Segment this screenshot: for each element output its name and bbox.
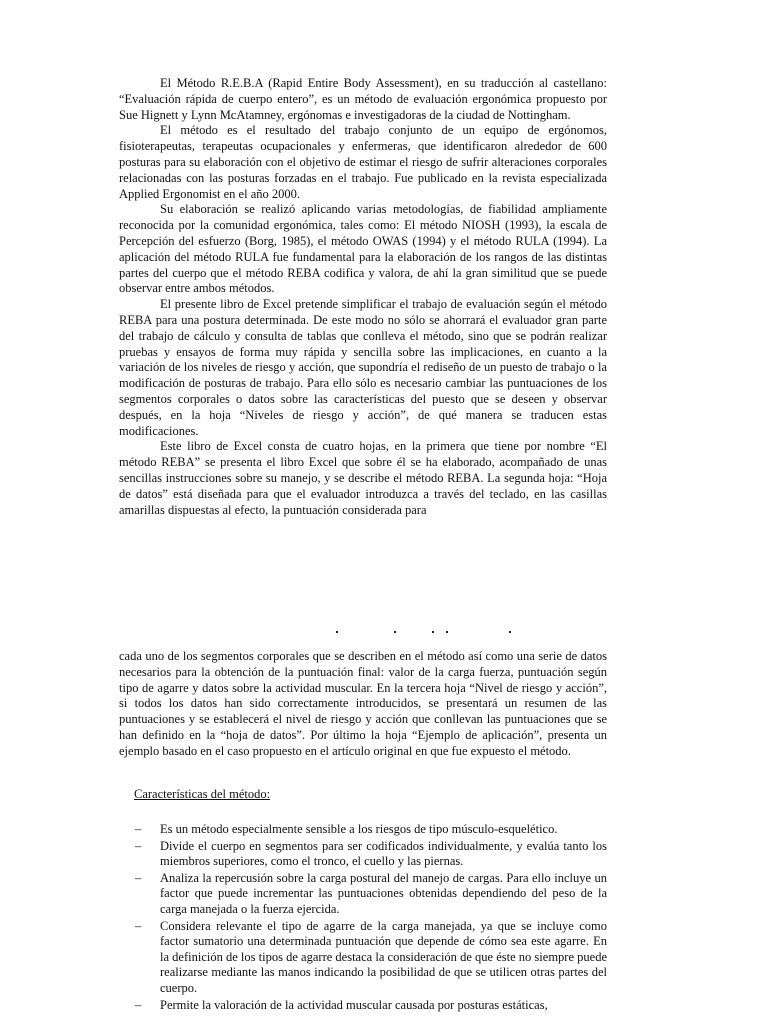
continuation-text-block — [119, 649, 607, 760]
paragraph-2: El método es el resultado del trabajo conjunto de un equipo de ergónomos, fisioterapeutas, terapeutas ocupacionales y enfermeras, que identificaron alrededor de 600 posturas para su elaboración con el objetivo de estimar el riesgo de sufrir alteraciones corporales relacionadas con las posturas forzadas en el trabajo. Fue publicado en la revista especializada Applied Ergonomist en el año 2000. — [119, 123, 607, 201]
dash-bullet-icon: – — [135, 918, 142, 933]
scan-artifact-dots — [0, 631, 768, 641]
dash-bullet-icon: – — [135, 997, 142, 1012]
dash-bullet-icon: – — [135, 822, 142, 836]
feature-item — [119, 998, 607, 1014]
feature-item — [119, 871, 607, 918]
dash-bullet-icon: – — [135, 838, 142, 853]
feature-item — [119, 839, 607, 870]
paragraph-4: El presente libro de Excel pretende simplificar el trabajo de evaluación según el método REBA para una postura determinada. De este modo no sólo se ahorrará el evaluador gran parte del trabajo de cálculo y consulta de tablas que conlleva el método, sino que se podrán realizar pruebas y ensayos de forma muy rápida y sencilla sobre las implicaciones, en cuanto a la variación de los niveles de riesgo y acción, que supondría el rediseño de un puesto de trabajo o la modificación de posturas de trabajo. Para ello sólo es necesario cambiar las puntuaciones de los segmentos corporales o datos sobre las características del puesto que se deseen y observar después, en la hoja “Niveles de riesgo y acción”, de qué manera se traducen estas modificaciones. — [119, 297, 607, 438]
paragraph-3: Su elaboración se realizó aplicando varias metodologías, de fiabilidad ampliamente reconocida por la comunidad ergonómica, tales como: El método NIOSH (1993), la escala de Percepción del esfuerzo (Borg, 1985), el método OWAS (1994) y el método RULA (1994). La aplicación del método RULA fue fundamental para la elaboración de los rangos de las distintas partes del cuerpo que el método REBA codifica y valora, de ahí la gran similitud que se puede observar entre ambos métodos. — [119, 202, 607, 296]
features-heading: Características del método: — [134, 787, 271, 801]
dash-bullet-icon: – — [135, 870, 142, 885]
feature-text: Es un método especialmente sensible a los riesgos de tipo músculo-esquelético. — [160, 822, 558, 836]
paragraph-continuation: cada uno de los segmentos corporales que se describen en el método así como una serie de datos necesarios para la obtención de la puntuación final: valor de la carga fuerza, puntuación según tipo de agarre y datos sobre la actividad muscular. En la tercera hoja “Nivel de riesgo y acción”, si todos los datos han sido correctamente introducidos, se presentará un resumen de las puntuaciones y se establecerá el nivel de riesgo y acción que conllevan las puntuaciones que se han definido en la “hoja de datos”. Por último la hoja “Ejemplo de aplicación”, presenta un ejemplo basado en el caso propuesto en el artículo original en que fue expuesto el método. — [119, 649, 607, 758]
features-list — [119, 822, 607, 1014]
paragraph-1: El Método R.E.B.A (Rapid Entire Body Assessment), en su traducción al castellano: “Evaluación rápida de cuerpo entero”, es un método de evaluación ergonómica propuesto por Sue Hignett y Lynn McAtamney, ergónomas e investigadoras de la ciudad de Nottingham. — [119, 76, 607, 122]
feature-text: Analiza la repercusión sobre la carga postural del manejo de cargas. Para ello incluye un factor que puede incrementar las puntuaciones obtenidas dependiendo del peso de la carga manejada o la fuerza ejercida. — [160, 870, 607, 916]
feature-text: Divide el cuerpo en segmentos para ser codificados individualmente, y evalúa tanto los miembros superiores, como el tronco, el cuello y las piernas. — [160, 838, 607, 869]
feature-item — [119, 919, 607, 997]
paragraph-5: Este libro de Excel consta de cuatro hojas, en la primera que tiene por nombre “El método REBA” se presenta el libro Excel que sobre él se ha elaborado, acompañado de unas sencillas instrucciones sobre su manejo, y se describe el método REBA. La segunda hoja: “Hoja de datos” está diseñada para que el evaluador introduzca a través del teclado, en las casillas amarillas dispuestas al efecto, la puntuación considerada para — [119, 439, 607, 517]
intro-text-block — [119, 76, 607, 518]
feature-text: Considera relevante el tipo de agarre de la carga manejada, ya que se incluye como factor sumatorio una determinada puntuación que depende de cómo sea este agarre. En la definición de los tipos de agarre destaca la consideración de que éste no siempre puede realizarse mediante las manos indicando la posibilidad de que se utilicen otras partes del cuerpo. — [160, 918, 607, 995]
feature-item — [119, 822, 607, 838]
feature-text: Permite la valoración de la actividad muscular causada por posturas estáticas, — [160, 997, 548, 1012]
